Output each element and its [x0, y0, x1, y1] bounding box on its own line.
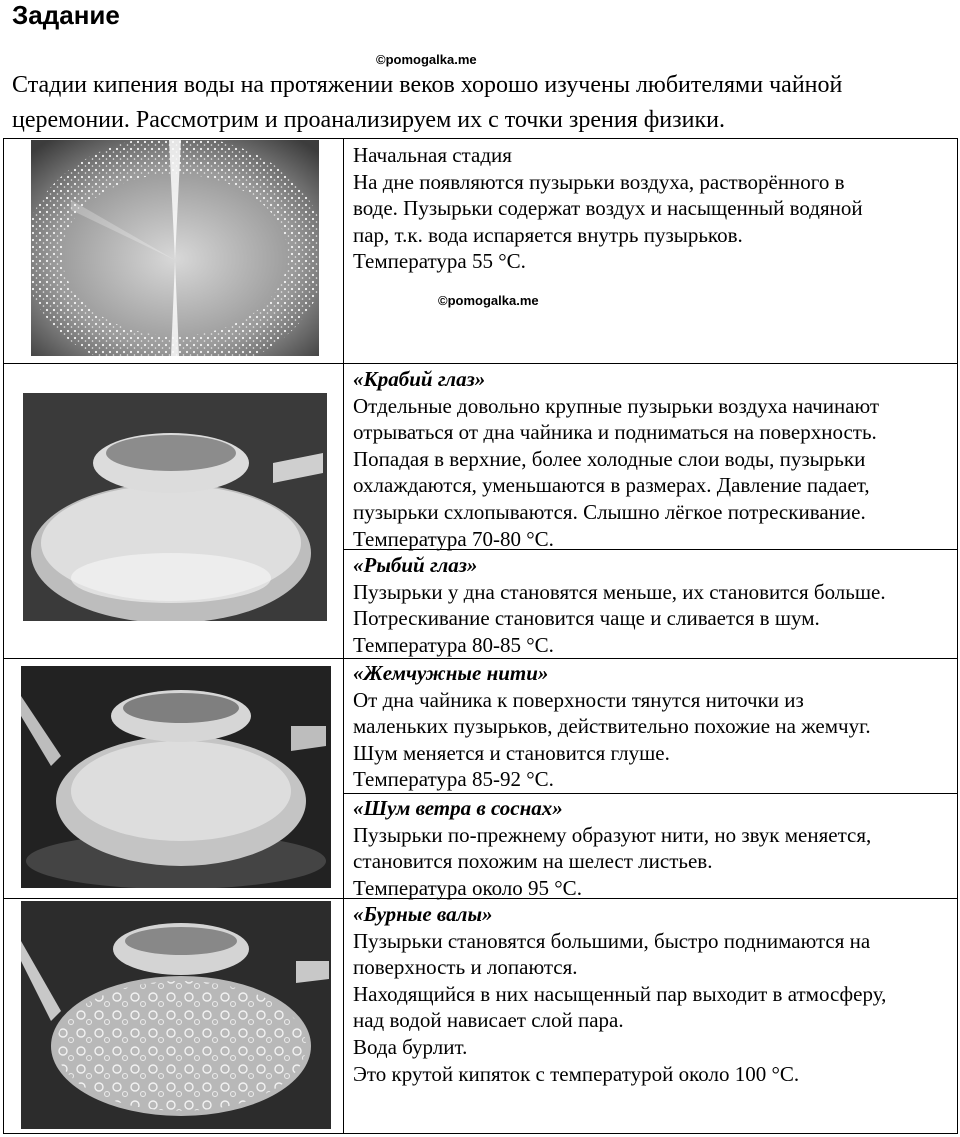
table-column-divider [343, 138, 344, 1134]
stage-line: Температура около 95 °С. [353, 875, 582, 900]
table-border-top [3, 138, 958, 139]
boiling-stages-table [3, 138, 958, 1134]
stage-line: Пузырьки по-прежнему образуют нити, но звук меняется, [353, 822, 872, 847]
stage-line: охлаждаются, уменьшаются в размерах. Давление падает, [353, 473, 870, 498]
stage-line: Пузырьки у дна становятся меньше, их становится больше. [353, 579, 886, 604]
stage-initial [353, 142, 953, 275]
photo-turbulent-waves [21, 901, 331, 1129]
pot-bottom-image [31, 140, 319, 356]
stage-line: над водой нависает слой пара. [353, 1008, 624, 1033]
stage-line: Температура 70-80 °С. [353, 526, 554, 551]
teapot-image-3 [21, 901, 331, 1129]
stage-crab-eye [353, 366, 953, 552]
row-divider-text-b [343, 793, 958, 794]
photo-initial-stage [31, 140, 319, 356]
photo-pearl-strings [21, 666, 331, 888]
table-border-right [957, 138, 958, 1134]
stage-title: Начальная стадия [353, 143, 512, 167]
stage-line: маленьких пузырьков, действительно похожие на жемчуг. [353, 714, 871, 739]
stage-title: «Крабий глаз» [353, 367, 486, 391]
row-divider-1 [3, 363, 958, 364]
teapot-image-1 [23, 393, 327, 621]
stage-pearl-strings [353, 660, 953, 793]
stage-fish-eye [353, 552, 953, 658]
stage-line: пар, т.к. вода испаряется внутрь пузырьков. [353, 222, 743, 247]
stage-line: пузырьки схлопываются. Слышно лёгкое потрескивание. [353, 499, 866, 524]
stage-line: Температура 80-85 °С. [353, 632, 554, 657]
stage-line: Пузырьки становятся большими, быстро поднимаются на [353, 928, 871, 953]
stage-turbulent-waves [353, 901, 953, 1087]
stage-title: «Шум ветра в соснах» [353, 796, 563, 820]
stage-line: поверхность и лопаются. [353, 955, 578, 980]
stage-line: На дне появляются пузырьки воздуха, растворённого в [353, 169, 845, 194]
stage-line: Шум меняется и становится глуше. [353, 740, 670, 765]
stage-line: становится похожим на шелест листьев. [353, 849, 713, 874]
intro-paragraph: Стадии кипения воды на протяжении веков хорошо изучены любителями чайной церемонии. Рассмотрим и проанализируем их с точки зрения физики. [12, 72, 843, 133]
stage-line: Температура 85-92 °С. [353, 767, 554, 792]
stage-title: «Бурные валы» [353, 902, 493, 926]
stage-line: Потрескивание становится чаще и сливается в шум. [353, 606, 820, 631]
stage-line: Попадая в верхние, более холодные слои воды, пузырьки [353, 446, 866, 471]
page-heading: Задание [12, 0, 120, 30]
teapot-image-2 [21, 666, 331, 888]
stage-line: Это крутой кипяток с температурой около 100 °С. [353, 1061, 800, 1086]
stage-wind-in-pines [353, 795, 953, 901]
watermark-middle: ©pomogalka.me [438, 293, 539, 308]
stage-line: Температура 55 °С. [353, 249, 526, 274]
stage-line: воде. Пузырьки содержат воздух и насыщенный водяной [353, 196, 863, 221]
stage-line: Находящийся в них насыщенный пар выходит в атмосферу, [353, 981, 887, 1006]
stage-title: «Жемчужные нити» [353, 661, 549, 685]
stage-line: Вода бурлит. [353, 1034, 468, 1059]
stage-line: От дна чайника к поверхности тянутся ниточки из [353, 687, 804, 712]
stage-line: отрываться от дна чайника и подниматься на поверхность. [353, 420, 877, 445]
table-border-left [3, 138, 4, 1134]
stage-title: «Рыбий глаз» [353, 553, 478, 577]
table-border-bottom [3, 1133, 958, 1134]
watermark-top: ©pomogalka.me [376, 52, 477, 67]
photo-crab-eye [23, 393, 327, 621]
stage-line: Отдельные довольно крупные пузырьки воздуха начинают [353, 393, 880, 418]
